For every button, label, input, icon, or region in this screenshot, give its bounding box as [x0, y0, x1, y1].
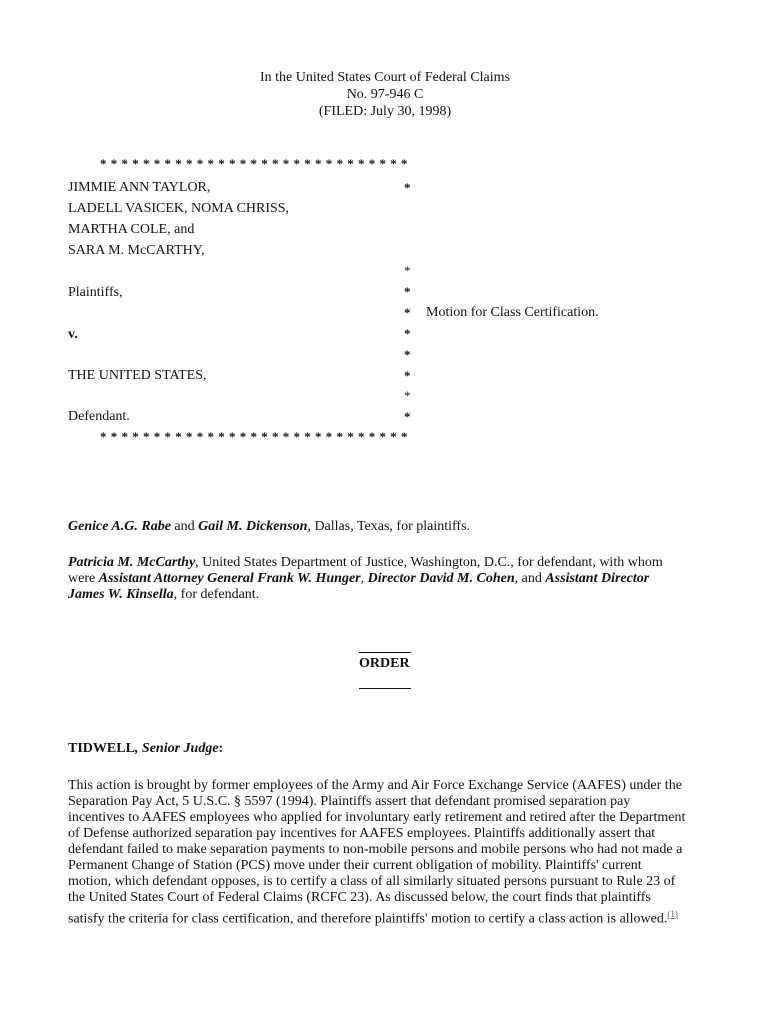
defendant-label: Defendant.: [68, 409, 130, 424]
defendant-name: THE UNITED STATES,: [68, 368, 207, 383]
counsel-name: Assistant Director James W. Kinsella: [68, 571, 650, 602]
caption-top-stars: * * * * * * * * * * * * * * * * * * * * * * * * * * * * *: [100, 156, 408, 171]
counsel-text: , United States Department of Justice, Washington, D.C., for defendant, with whom were: [68, 555, 663, 586]
counsel-name: Genice A.G. Rabe: [68, 519, 171, 534]
caption-star: *: [404, 305, 411, 320]
counsel-name: Gail M. Dickenson: [198, 519, 308, 534]
counsel-name: Assistant Attorney General Frank W. Hunger: [98, 571, 361, 586]
case-number: No. 97-946 C: [346, 87, 424, 102]
caption-star: *: [404, 326, 411, 341]
caption-star: *: [404, 263, 411, 278]
defendant-counsel: [68, 555, 688, 603]
versus-label: v.: [68, 327, 78, 342]
counsel-text: , Dallas, Texas, for plaintiffs.: [307, 519, 471, 534]
filed-date: (FILED: July 30, 1998): [318, 104, 452, 119]
counsel-text: , for defendant.: [173, 587, 260, 602]
order-rule-top: [359, 652, 411, 653]
plaintiff-line-3: MARTHA COLE, and: [68, 222, 195, 237]
judge-name: TIDWELL: [68, 741, 135, 756]
counsel-name: Director David M. Cohen: [367, 571, 515, 586]
footnote-link[interactable]: (1): [667, 909, 678, 919]
counsel-text: ,: [360, 571, 368, 586]
judge-colon: :: [218, 741, 224, 756]
plaintiffs-label: Plaintiffs,: [68, 285, 123, 300]
court-name: In the United States Court of Federal Claims: [259, 70, 510, 85]
caption-star: *: [404, 284, 411, 299]
counsel-text: , and: [514, 571, 546, 586]
opinion-paragraph: [68, 778, 688, 928]
plaintiffs-counsel: [68, 519, 698, 535]
caption-bottom-stars: * * * * * * * * * * * * * * * * * * * * * * * * * * * * *: [100, 429, 408, 444]
order-rule-bottom: [359, 688, 411, 689]
caption-star: *: [404, 347, 411, 362]
opinion-text: This action is brought by former employees of the Army and Air Force Exchange Service (AAFES) under the Separation Pay Act, 5 U.S.C. § 5597 (1994). Plaintiffs assert that defendant promised separation pay incentives to AAFES employees who applied for involuntary early retirement and retired after the Department of Defense authorized separation pay incentives for AAFES employees. Plaintiffs additionally assert that defendant failed to make separation payments to non-mobile persons and mobile persons who had not made a Permanent Change of Station (PCS) move under their current obligation of mobility. Plaintiffs' current motion, which defendant opposes, is to certify a class of all similarly situated persons pursuant to Rule 23 of the United States Court of Federal Claims (RCFC 23). As discussed below, the court finds that plaintiffs satisfy the criteria for class certification, and therefore plaintiffs' motion to certify a class action is allowed.: [68, 778, 686, 927]
counsel-text: and: [170, 519, 199, 534]
caption-star: *: [404, 409, 411, 424]
order-heading: ORDER: [359, 656, 410, 671]
judge-heading: [68, 741, 223, 757]
judge-title: , Senior Judge: [134, 741, 219, 756]
plaintiff-line-4: SARA M. McCARTHY,: [68, 243, 205, 258]
caption-star: *: [404, 180, 411, 195]
counsel-name: Patricia M. McCarthy: [68, 555, 196, 570]
motion-title: Motion for Class Certification.: [426, 305, 599, 320]
plaintiff-line-1: JIMMIE ANN TAYLOR,: [68, 180, 211, 195]
caption-star: *: [404, 368, 411, 383]
caption-star: *: [404, 388, 411, 403]
plaintiff-line-2: LADELL VASICEK, NOMA CHRISS,: [68, 201, 290, 216]
